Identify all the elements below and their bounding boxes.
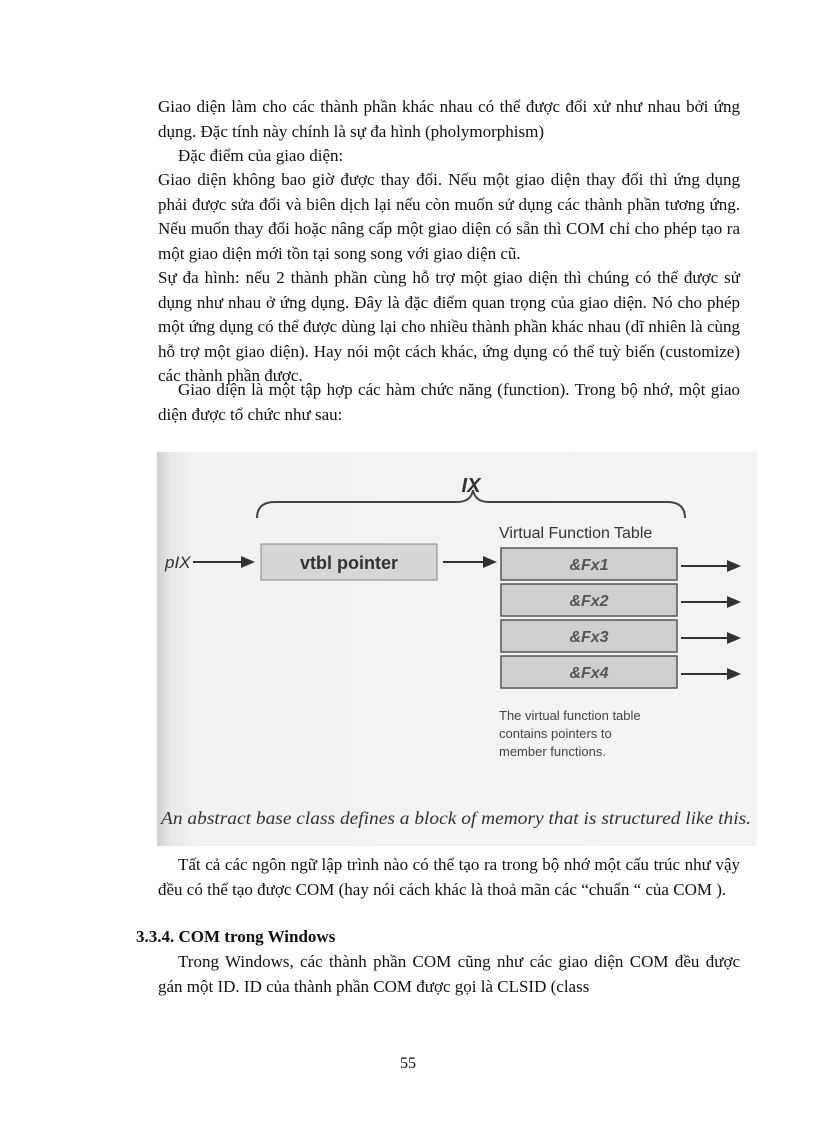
- pointer-arrow-head: [241, 556, 255, 568]
- vtable-figure: [157, 452, 757, 846]
- paragraph-memory-layout: Giao diện là một tập hợp các hàm chức năng (function). Trong bộ nhớ, một giao diện được tổ chức như sau:: [158, 380, 740, 424]
- vtable-entry-3: &Fx3: [569, 629, 609, 646]
- vtable-note-line-1: The virtual function table: [499, 708, 641, 723]
- paragraph-com-languages: Tất cả các ngôn ngữ lập trình nào có thể tạo ra trong bộ nhớ một cấu trúc như vậy đều có thể tạo được COM (hay nói cách khác là thoả mãn các “chuẩn “ của COM ).: [158, 855, 740, 899]
- vtable-rows: [501, 548, 677, 688]
- vtable-entry-1: &Fx1: [569, 557, 609, 574]
- vtable-note-line-3: member functions.: [499, 744, 606, 759]
- vtable-entry-4: &Fx4: [569, 665, 609, 682]
- vtbl-pointer-label: vtbl pointer: [300, 553, 398, 573]
- vtable-diagram: [157, 452, 757, 846]
- vtable-entry-2: &Fx2: [569, 593, 609, 610]
- function-pointer-arrows: [681, 560, 741, 680]
- interface-label: IX: [461, 475, 481, 497]
- paragraph-features-title: Đặc điểm của giao diện:: [178, 146, 344, 165]
- arrow-head: [727, 560, 741, 572]
- section-heading: 3.3.4. COM trong Windows: [136, 927, 336, 946]
- paragraph-polymorphism: Sự đa hình: nếu 2 thành phần cùng hỗ trợ một giao diện thì chúng có thể được sử dụng như nhau ở ứng dụng. Đây là đặc điểm quan trọng của giao diện. Nó cho phép một ứng dụng có thể được dùng lại cho nhiều thành phần khác nhau (dĩ nhiên là cùng hỗ trợ một giao diện). Hay nói một cách khác, ứng dụng có thể tuỳ biến (customize) các thành phần được.: [158, 268, 740, 385]
- arrow-head: [727, 668, 741, 680]
- page-number: 55: [400, 1055, 416, 1072]
- paragraph-com-windows: Trong Windows, các thành phần COM cũng như các giao diện COM đều được gán một ID. ID của thành phần COM được gọi là CLSID (class: [158, 952, 740, 996]
- figure-caption: An abstract base class defines a block of memory that is structured like this.: [159, 808, 752, 828]
- arrow-head: [727, 596, 741, 608]
- paragraph-immutability: Giao diện không bao giờ được thay đổi. Nếu một giao diện thay đổi thì ứng dụng phải được sửa đổi và biên dịch lại nếu còn muốn sử dụng các thành phần tương ứng. Nếu muốn thay đổi hoặc nâng cấp một giao diện có sẵn thì COM chỉ cho phép tạo ra một giao diện mới tồn tại song song với giao diện cũ.: [158, 170, 740, 263]
- paragraph-polymorphism-intro: Giao diện làm cho các thành phần khác nhau có thể được đối xử như nhau bởi ứng dụng. Đặc tính này chính là sự đa hình (pholymorphism): [158, 97, 740, 141]
- vtable-note-line-2: contains pointers to: [499, 726, 612, 741]
- pointer-label: pIX: [165, 553, 191, 572]
- vtbl-arrow-head: [483, 556, 497, 568]
- arrow-head: [727, 632, 741, 644]
- vtable-title: Virtual Function Table: [499, 525, 653, 542]
- interface-brace: [257, 490, 685, 518]
